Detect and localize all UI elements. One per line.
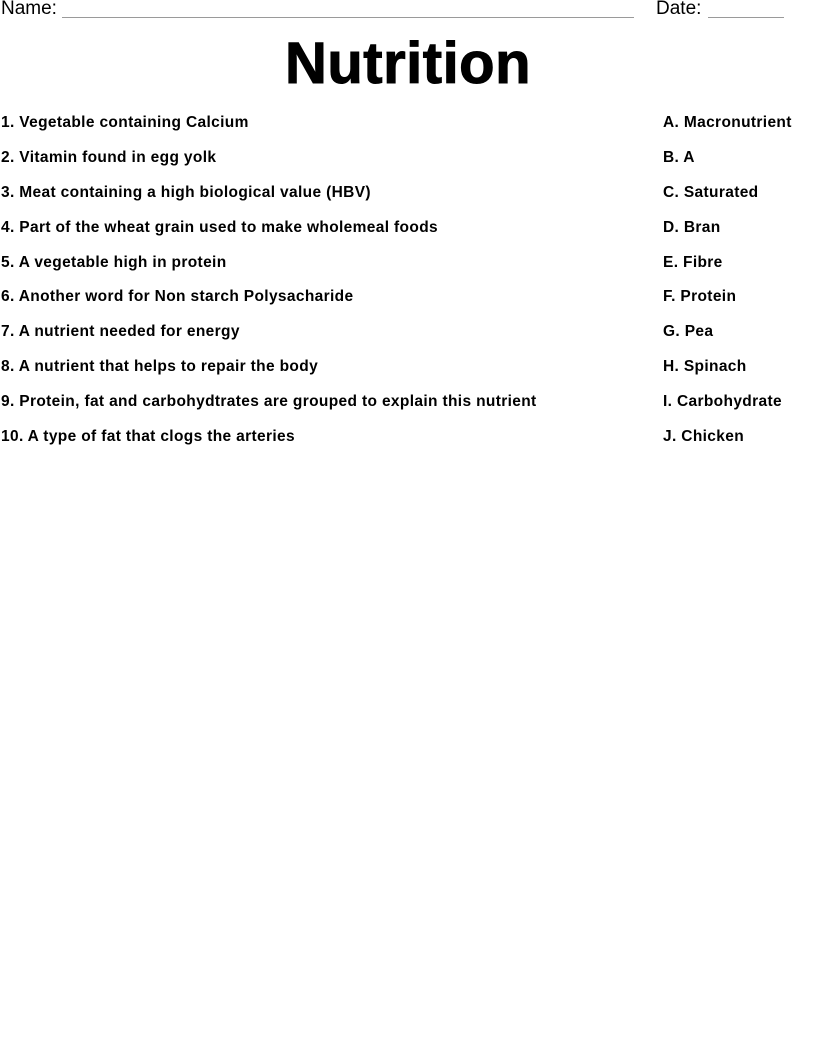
answer-option: H. Spinach — [663, 358, 747, 376]
clue-item: 3. Meat containing a high biological value (HBV) — [1, 183, 371, 201]
date-label: Date: — [656, 0, 702, 19]
matching-list — [0, 112, 816, 461]
clue-item: 2. Vitamin found in egg yolk — [1, 148, 217, 166]
matching-row — [0, 217, 816, 252]
clue-item: 6. Another word for Non starch Polysacharide — [1, 288, 354, 306]
date-blank-line[interactable] — [708, 17, 784, 18]
clue-item: 4. Part of the wheat grain used to make wholemeal foods — [1, 218, 438, 236]
answer-option: D. Bran — [663, 218, 721, 236]
clue-item: 8. A nutrient that helps to repair the body — [1, 358, 319, 376]
page-title: Nutrition — [284, 31, 532, 96]
clue-item: 1. Vegetable containing Calcium — [1, 114, 249, 131]
worksheet-header — [0, 0, 816, 22]
matching-row — [0, 286, 816, 321]
answer-option: C. Saturated — [663, 183, 759, 201]
matching-row — [0, 391, 816, 426]
matching-row — [0, 147, 816, 182]
clue-item: 9. Protein, fat and carbohydtrates are grouped to explain this nutrient — [1, 393, 537, 411]
answer-option: F. Protein — [663, 288, 737, 306]
answer-option: G. Pea — [663, 323, 714, 341]
clue-item: 5. A vegetable high in protein — [1, 253, 227, 271]
matching-row — [0, 182, 816, 217]
matching-row — [0, 321, 816, 356]
answer-option: A. Macronutrient — [663, 114, 792, 131]
matching-row — [0, 426, 816, 461]
name-label: Name: — [1, 0, 57, 19]
clue-item: 7. A nutrient needed for energy — [1, 323, 240, 341]
clue-item: 10. A type of fat that clogs the arteries — [1, 428, 295, 446]
answer-option: I. Carbohydrate — [663, 393, 782, 411]
answer-option: B. A — [663, 148, 695, 166]
answer-option: E. Fibre — [663, 253, 723, 271]
name-blank-line[interactable] — [62, 17, 634, 18]
matching-row — [0, 112, 816, 147]
matching-row — [0, 252, 816, 287]
matching-row — [0, 356, 816, 391]
answer-option: J. Chicken — [663, 428, 745, 446]
